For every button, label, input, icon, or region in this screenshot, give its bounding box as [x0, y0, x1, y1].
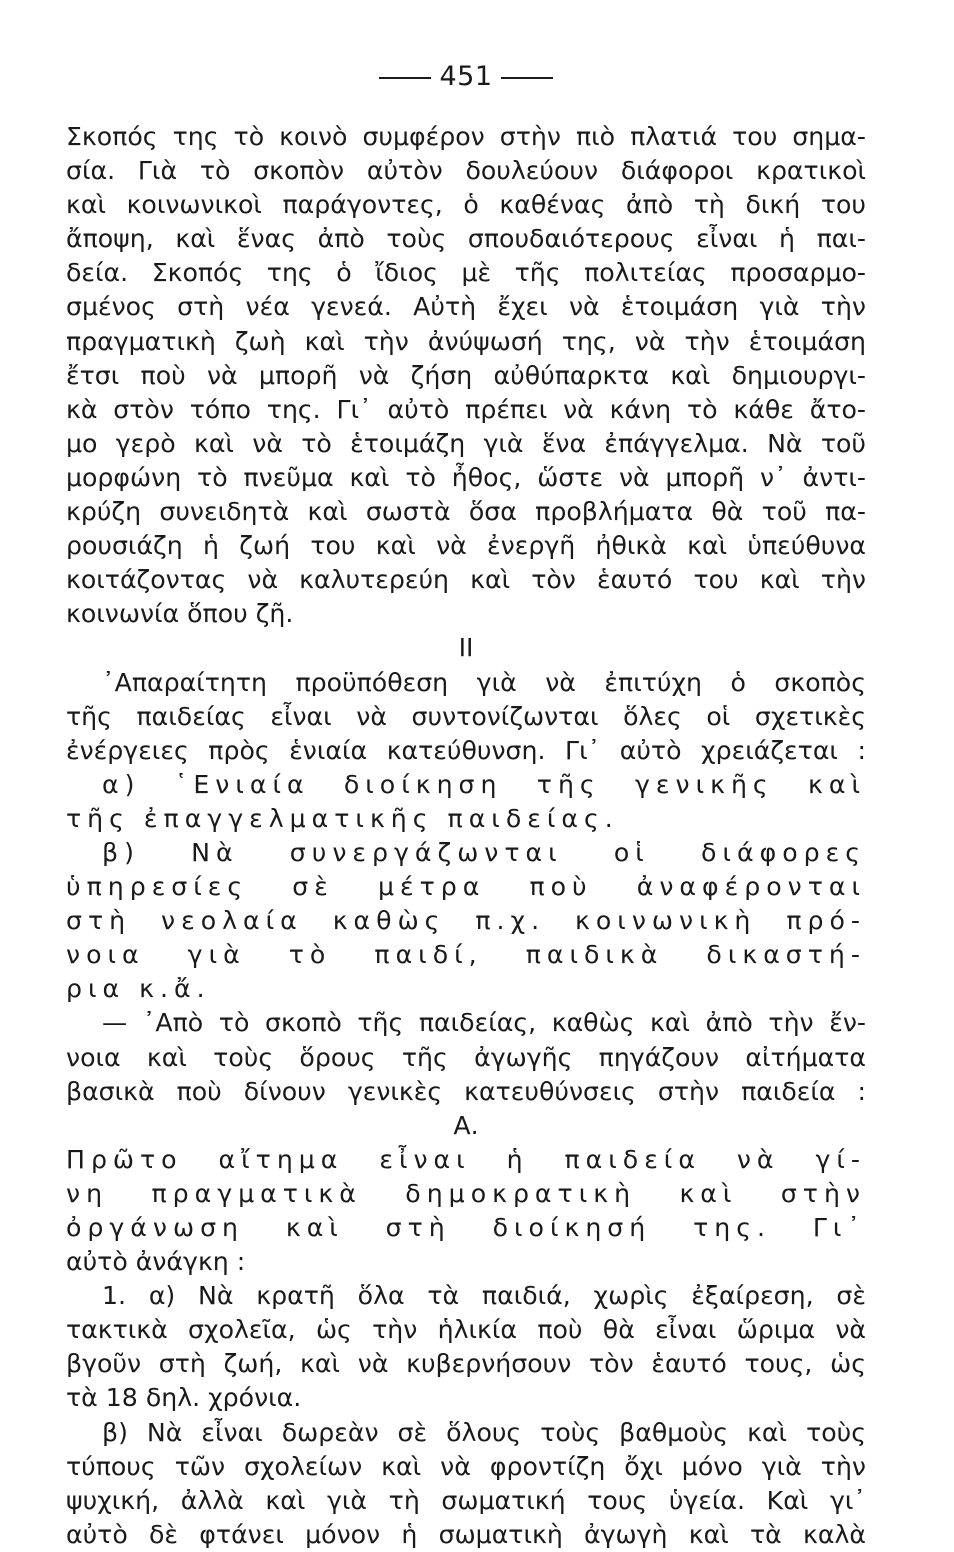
text-line: ρουσιάζη ἡ ζωή του καὶ νὰ ἐνεργῆ ἠθικὰ καὶ ὑπεύθυνα	[66, 531, 866, 561]
text-line: σία. Γιὰ τὸ σκοπὸν αὐτὸν δουλεύουν διάφοροι κρατικοὶ	[66, 156, 866, 186]
text-line: νοια γιὰ τὸ παιδί, παιδικὰ δικαστή-	[66, 940, 866, 970]
text-line: κὰ στὸν τόπο της. Γι᾿ αὐτὸ πρέπει νὰ κάνη τὸ κάθε ἄτο-	[66, 394, 866, 424]
text-line: τὰ 18 δηλ. χρόνια.	[66, 1383, 302, 1413]
text-line: αὐτὸ δὲ φτάνει μόνον ἡ σωματικὴ ἀγωγὴ καὶ τὰ καλὰ	[66, 1519, 866, 1549]
text-line: ὑπηρεσίες σὲ μέτρα ποὺ ἀναφέρονται	[66, 872, 866, 902]
text-line: βασικὰ ποὺ δίνουν γενικὲς κατευθύνσεις στὴν παιδεία :	[66, 1076, 866, 1106]
text-line: ἐνέργειες πρὸς ἑνιαία κατεύθυνση. Γι᾿ αὐτὸ χρειάζεται :	[66, 735, 866, 765]
text-line: δεία. Σκοπός της ὁ ἴδιος μὲ τῆς πολιτείας προσαρμο-	[66, 258, 866, 288]
text-line: νοια καὶ τοὺς ὅρους τῆς ἀγωγῆς πηγάζουν αἰτήματα	[66, 1042, 866, 1072]
text-line: — ᾿Απὸ τὸ σκοπὸ τῆς παιδείας, καθὼς καὶ ἀπὸ τὴν ἔν-	[102, 1008, 866, 1038]
text-line: β) Νὰ συνεργάζωνται οἱ διάφορες	[102, 837, 866, 867]
text-line: σμένος στὴ νέα γενεά. Αὐτὴ ἔχει νὰ ἑτοιμάση γιὰ τὴν	[66, 292, 866, 322]
text-line: ὀργάνωση καὶ στὴ διοίκησή της. Γι᾿	[66, 1213, 866, 1242]
text-line: νη πραγματικὰ δημοκρατικὴ καὶ στὴν	[66, 1178, 866, 1208]
text-line: ἄποψη, καὶ ἕνας ἀπὸ τοὺς σπουδαιότερους εἶναι ἡ παι-	[66, 224, 866, 254]
text-line: Σκοπός της τὸ κοινὸ συμφέρον στὴν πιὸ πλατιά του σημα-	[66, 122, 866, 151]
text-line: ψυχική, ἀλλὰ καὶ γιὰ τὴ σωματική τους ὑγεία. Καὶ γι᾿	[66, 1485, 866, 1515]
text-line: Πρῶτο αἴτημα εἶναι ἡ παιδεία νὰ γί-	[66, 1144, 866, 1174]
text-line: 1. α) Νὰ κρατῆ ὅλα τὰ παιδιά, χωρὶς ἐξαίρεση, σὲ	[102, 1281, 866, 1311]
text-line: β) Νὰ εἶναι δωρεὰν σὲ ὅλους τοὺς βαθμοὺς καὶ τοὺς	[102, 1417, 866, 1447]
text-line: τῆς ἐπαγγελματικῆς παιδείας.	[66, 803, 619, 833]
text-line: μο γερὸ καὶ νὰ τὸ ἑτοιμάζη γιὰ ἕνα ἐπάγγελμα. Νὰ τοῦ	[66, 428, 866, 458]
left-rule	[379, 77, 431, 79]
text-line: κοιτάζοντας νὰ καλυτερεύη καὶ τὸν ἑαυτό του καὶ τὴν	[66, 565, 866, 595]
text-line: κρύζη συνειδητὰ καὶ σωστὰ ὅσα προβλήματα θὰ τοῦ πα-	[66, 497, 866, 527]
text-line: τύπους τῶν σχολείων καὶ νὰ φροντίζη ὄχι μόνο γιὰ τὴν	[66, 1451, 866, 1481]
section-heading: Α.	[453, 1110, 479, 1140]
text-line: μορφώνη τὸ πνεῦμα καὶ τὸ ἦθος, ὥστε νὰ μπορῆ ν᾿ ἀντι-	[66, 462, 866, 492]
right-rule	[501, 77, 553, 79]
text-line: κοινωνία ὅπου ζῆ.	[66, 599, 294, 629]
section-heading: ΙΙ	[458, 633, 474, 663]
text-line: τακτικὰ σχολεῖα, ὡς τὴν ἡλικία ποὺ θὰ εἶναι ὥριμα νὰ	[66, 1315, 866, 1345]
text-line: α) ῾Ενιαία διοίκηση τῆς γενικῆς καὶ	[102, 769, 866, 799]
page-number-header	[66, 61, 866, 92]
text-line: αὐτὸ ἀνάγκη :	[66, 1247, 246, 1277]
text-line: ρια κ.ἄ.	[66, 974, 211, 1004]
text-line: πραγματικὴ ζωὴ καὶ τὴν ἀνύψωσή της, νὰ τὴν ἑτοιμάση	[66, 326, 866, 356]
text-line: ἔτσι ποὺ νὰ μπορῆ νὰ ζήση αὐθύπαρκτα καὶ δημιουργι-	[66, 360, 866, 390]
body-text	[66, 120, 866, 1552]
text-line: τῆς παιδείας εἶναι νὰ συντονίζωνται ὅλες οἱ σχετικὲς	[66, 701, 866, 731]
text-line: καὶ κοινωνικοὶ παράγοντες, ὁ καθένας ἀπὸ τὴ δική του	[66, 190, 866, 220]
text-line: στὴ νεολαία καθὼς π.χ. κοινωνικὴ πρό-	[66, 906, 866, 936]
text-line: ᾿Απαραίτητη προϋπόθεση γιὰ νὰ ἐπιτύχη ὁ σκοπὸς	[102, 667, 866, 697]
text-line: βγοῦν στὴ ζωή, καὶ νὰ κυβερνήσουν τὸν ἑαυτό τους, ὡς	[66, 1349, 866, 1379]
page-number: 451	[439, 61, 493, 92]
